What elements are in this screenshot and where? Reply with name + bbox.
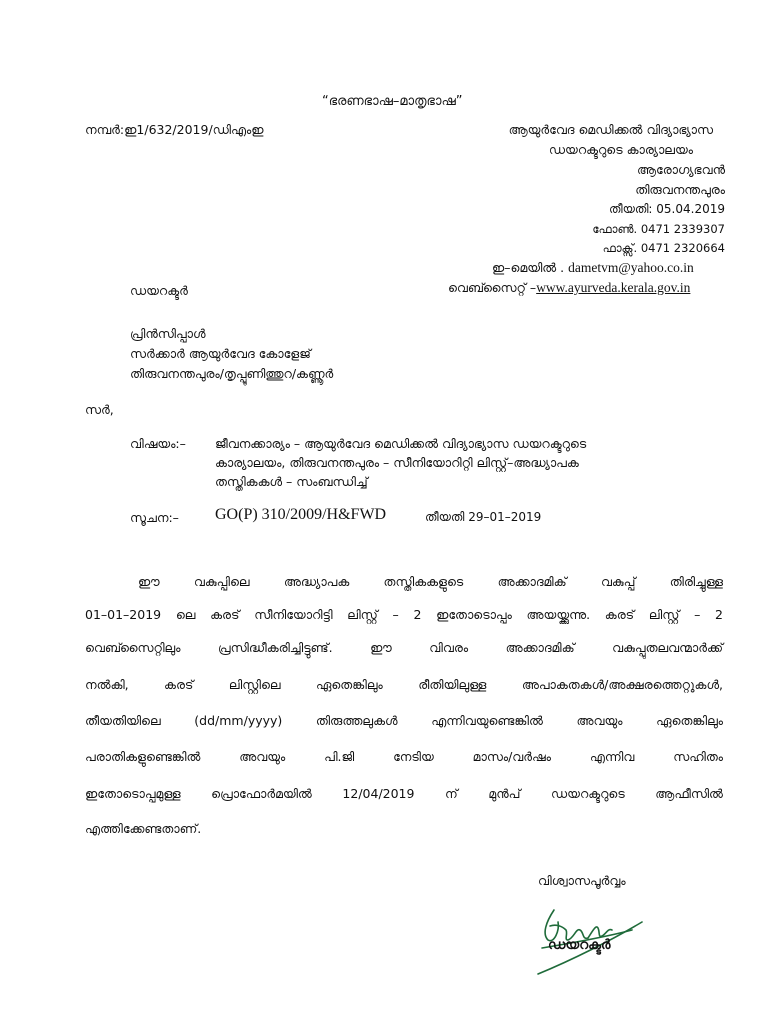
salutation: സർ, <box>85 402 114 417</box>
body-line-4: നൽകി, കരട് ലിസ്റ്റിലെ ഏതെങ്കിലും രീതിയിലുള്ള അപാകതകൾ/അക്ഷരത്തെറ്റുകൾ, <box>85 677 723 692</box>
letter-date: തീയതി: 05.04.2019 <box>609 202 725 216</box>
recipient-line-2: സർക്കാർ ആയുർവേദ കോളേജ് <box>130 346 311 361</box>
office-line-3: ആരോഗ്യഭവൻ <box>636 162 725 177</box>
motto: “ഭരണഭാഷ–മാതൃഭാഷ” <box>322 94 463 109</box>
file-number: നമ്പർ:ഇ1/632/2019/ഡിഎംഇ <box>85 122 264 137</box>
sender: ഡയറക്ടർ <box>130 283 188 298</box>
recipient-line-1: പ്രിൻസിപ്പാൾ <box>130 326 206 341</box>
office-line-1: ആയുർവേദ മെഡിക്കൽ വിദ്യാഭ്യാസ <box>508 122 713 137</box>
email-row <box>492 260 694 276</box>
website-link[interactable]: www.ayurveda.kerala.gov.in <box>536 280 691 295</box>
subject-line-3: തസ്തികകൾ – സംബന്ധിച്ച് <box>215 474 368 489</box>
website-label: വെബ്സൈറ്റ് – <box>448 280 537 295</box>
body-line-7: ഇതോടൊപ്പമുള്ള പ്രൊഫോർമയിൽ 12/04/2019 ന് മുൻപ് ഡയറക്ടറുടെ ആഫീസിൽ <box>85 786 723 801</box>
email-link[interactable]: dametvm@yahoo.co.in <box>568 260 694 275</box>
office-line-2: ഡയറക്ടറുടെ കാര്യാലയം <box>548 142 693 157</box>
body-line-2: 01–01–2019 ലെ കരട് സീനിയോറിട്ടി ലിസ്റ്റ് – 2 ഇതോടൊപ്പം അയയ്ക്കുന്നു. കരട് ലിസ്റ്റ് – 2 <box>85 607 723 622</box>
subject-line-1: ജീവനക്കാര്യം – ആയുർവേദ മെഡിക്കൽ വിദ്യാഭ്യാസ ഡയറക്ടറുടെ <box>215 436 587 451</box>
body-line-5 <box>85 713 723 729</box>
email-label: ഇ–മെയിൽ . <box>492 260 565 275</box>
reference-go: GO(P) 310/2009/H&FWD <box>215 506 387 523</box>
phone-number: ഫോൺ. 0471 2339307 <box>592 222 725 236</box>
subject-label: വിഷയം:– <box>130 436 186 451</box>
closing: വിശ്വാസപൂർവ്വം <box>538 873 626 888</box>
fax-number: ഫാക്സ്. 0471 2320664 <box>602 241 725 255</box>
subject-line-2: കാര്യാലയം, തിരുവനന്തപുരം – സീനിയോറിറ്റി ലിസ്റ്റ്–അദ്ധ്യാപക <box>215 455 579 470</box>
body-line-8: എത്തിക്കേണ്ടതാണ്. <box>85 821 202 836</box>
body-line-3: വെബ്സൈറ്റിലും പ്രസിദ്ധീകരിച്ചിട്ടുണ്ട്. ഈ വിവരം അക്കാദമിക് വകുപ്പുതലവന്മാർക്ക് <box>85 640 723 655</box>
reference-date: തീയതി 29–01–2019 <box>425 510 542 524</box>
reference-label: സൂചന:– <box>130 510 179 525</box>
body-line-6: പരാതികളുണ്ടെങ്കിൽ അവയും പി.ജി നേടിയ മാസം/വർഷം എന്നിവ സഹിതം <box>85 749 723 764</box>
office-line-4: തിരുവനന്തപുരം <box>635 182 725 197</box>
body-line-5-text: തീയതിയിലെ (dd/mm/yyyy) തിരുത്തലുകൾ എന്നിവയുണ്ടെങ്കിൽ അവയും ഏതെങ്കിലും <box>85 713 723 728</box>
recipient-line-3: തിരുവനന്തപുരം/തൃപ്പൂണിത്തുറ/കണ്ണൂർ <box>130 366 334 381</box>
website-row <box>448 280 690 296</box>
signatory: ഡയറക്ടർ <box>548 937 611 953</box>
body-line-1: ഈ വകുപ്പിലെ അദ്ധ്യാപക തസ്തികകളുടെ അക്കാദമിക് വകുപ്പ് തിരിച്ചുള്ള <box>138 574 723 589</box>
